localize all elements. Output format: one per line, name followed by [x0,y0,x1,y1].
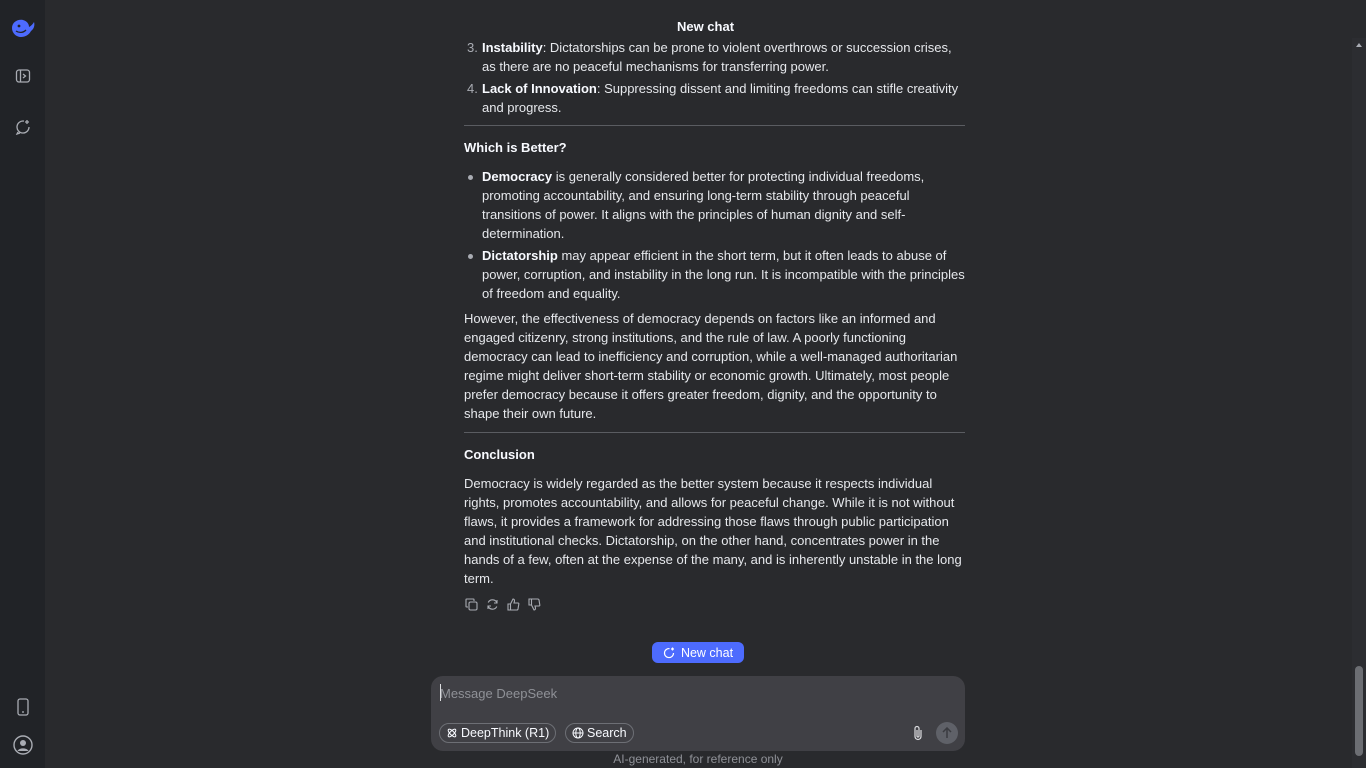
list-item-bold: Dictatorship [482,248,558,263]
regenerate-icon[interactable] [485,597,500,612]
scroll-thumb[interactable] [1355,666,1363,756]
new-chat-icon [663,647,675,659]
new-chat-icon[interactable] [9,113,37,141]
page-title: New chat [676,19,735,34]
thumbs-down-icon[interactable] [527,597,542,612]
list-item-text: : Dictatorships can be prone to violent overthrows or succession crises, as there are no peaceful mechanisms for transferring power. [482,40,952,74]
list-item [464,38,965,76]
list-item [464,79,965,117]
message-input[interactable] [440,684,920,702]
paragraph: Democracy is widely regarded as the better system because it respects individual rights, promotes accountability, and allows for peaceful change. While it is not without flaws, it provides a framework for addressing those flaws through public participation and institutional checks. Dictatorship, on the other hand, concentrates power in the hands of a few, often at the expense of the many, and is inherently unstable in the long term. [464,476,962,586]
list-item-bold: Instability [482,40,543,55]
numbered-list [464,38,965,117]
list-item [464,246,965,303]
user-profile-icon[interactable] [9,731,37,759]
scroll-up-icon[interactable] [1355,41,1363,49]
list-number: 4. [467,81,478,96]
deepthink-toggle[interactable] [439,723,556,743]
list-item-text: : Suppressing dissent and limiting freedoms can stifle creativity and progress. [482,81,959,115]
toggle-sidebar-icon[interactable] [9,62,37,90]
scrollbar[interactable] [1352,38,1366,768]
sidebar [0,0,45,768]
message-actions [464,597,965,612]
search-label: Search [587,726,627,740]
globe-icon [572,727,584,739]
disclaimer: AI-generated, for reference only [613,752,783,766]
list-item-text: may appear efficient in the short term, but it often leads to abuse of power, corruption, and instability in the long run. It is incompatible with the principles of freedom and equality. [482,248,965,301]
arrow-up-icon [942,727,952,739]
message-composer [431,676,965,751]
send-button[interactable] [936,722,958,744]
main-area [45,0,1366,768]
copy-icon[interactable] [464,597,479,612]
text-caret [440,684,441,701]
new-chat-button[interactable] [652,642,744,663]
list-number: 3. [467,40,478,55]
assistant-message [464,38,965,612]
divider [464,432,965,433]
list-item [464,167,965,243]
bullet-list [464,167,965,303]
list-item-bold: Democracy [482,169,553,184]
section-heading: Conclusion [464,447,535,462]
thumbs-up-icon[interactable] [506,597,521,612]
section-heading: Which is Better? [464,140,567,155]
attach-file-icon[interactable] [909,724,927,742]
atom-icon [446,727,458,739]
deepseek-logo-icon[interactable] [9,14,37,42]
search-toggle[interactable] [565,723,634,743]
paragraph: However, the effectiveness of democracy depends on factors like an informed and engaged citizenry, strong institutions, and the rule of law. A poorly functioning democracy can lead to inefficiency and corruption, while a well-managed authoritarian regime might deliver short-term stability or economic growth. Ultimately, most people prefer democracy because it offers greater freedom, dignity, and the opportunity to shape their own future. [464,311,958,421]
list-item-text: is generally considered better for protecting individual freedoms, promoting accountability, and ensuring long-term stability through peaceful transitions of power. It aligns with the principles of human dignity and self-determination. [482,169,925,241]
divider [464,125,965,126]
deepthink-label: DeepThink (R1) [461,726,550,740]
mobile-app-icon[interactable] [9,693,37,721]
new-chat-label: New chat [680,645,734,660]
list-item-bold: Lack of Innovation [482,81,597,96]
